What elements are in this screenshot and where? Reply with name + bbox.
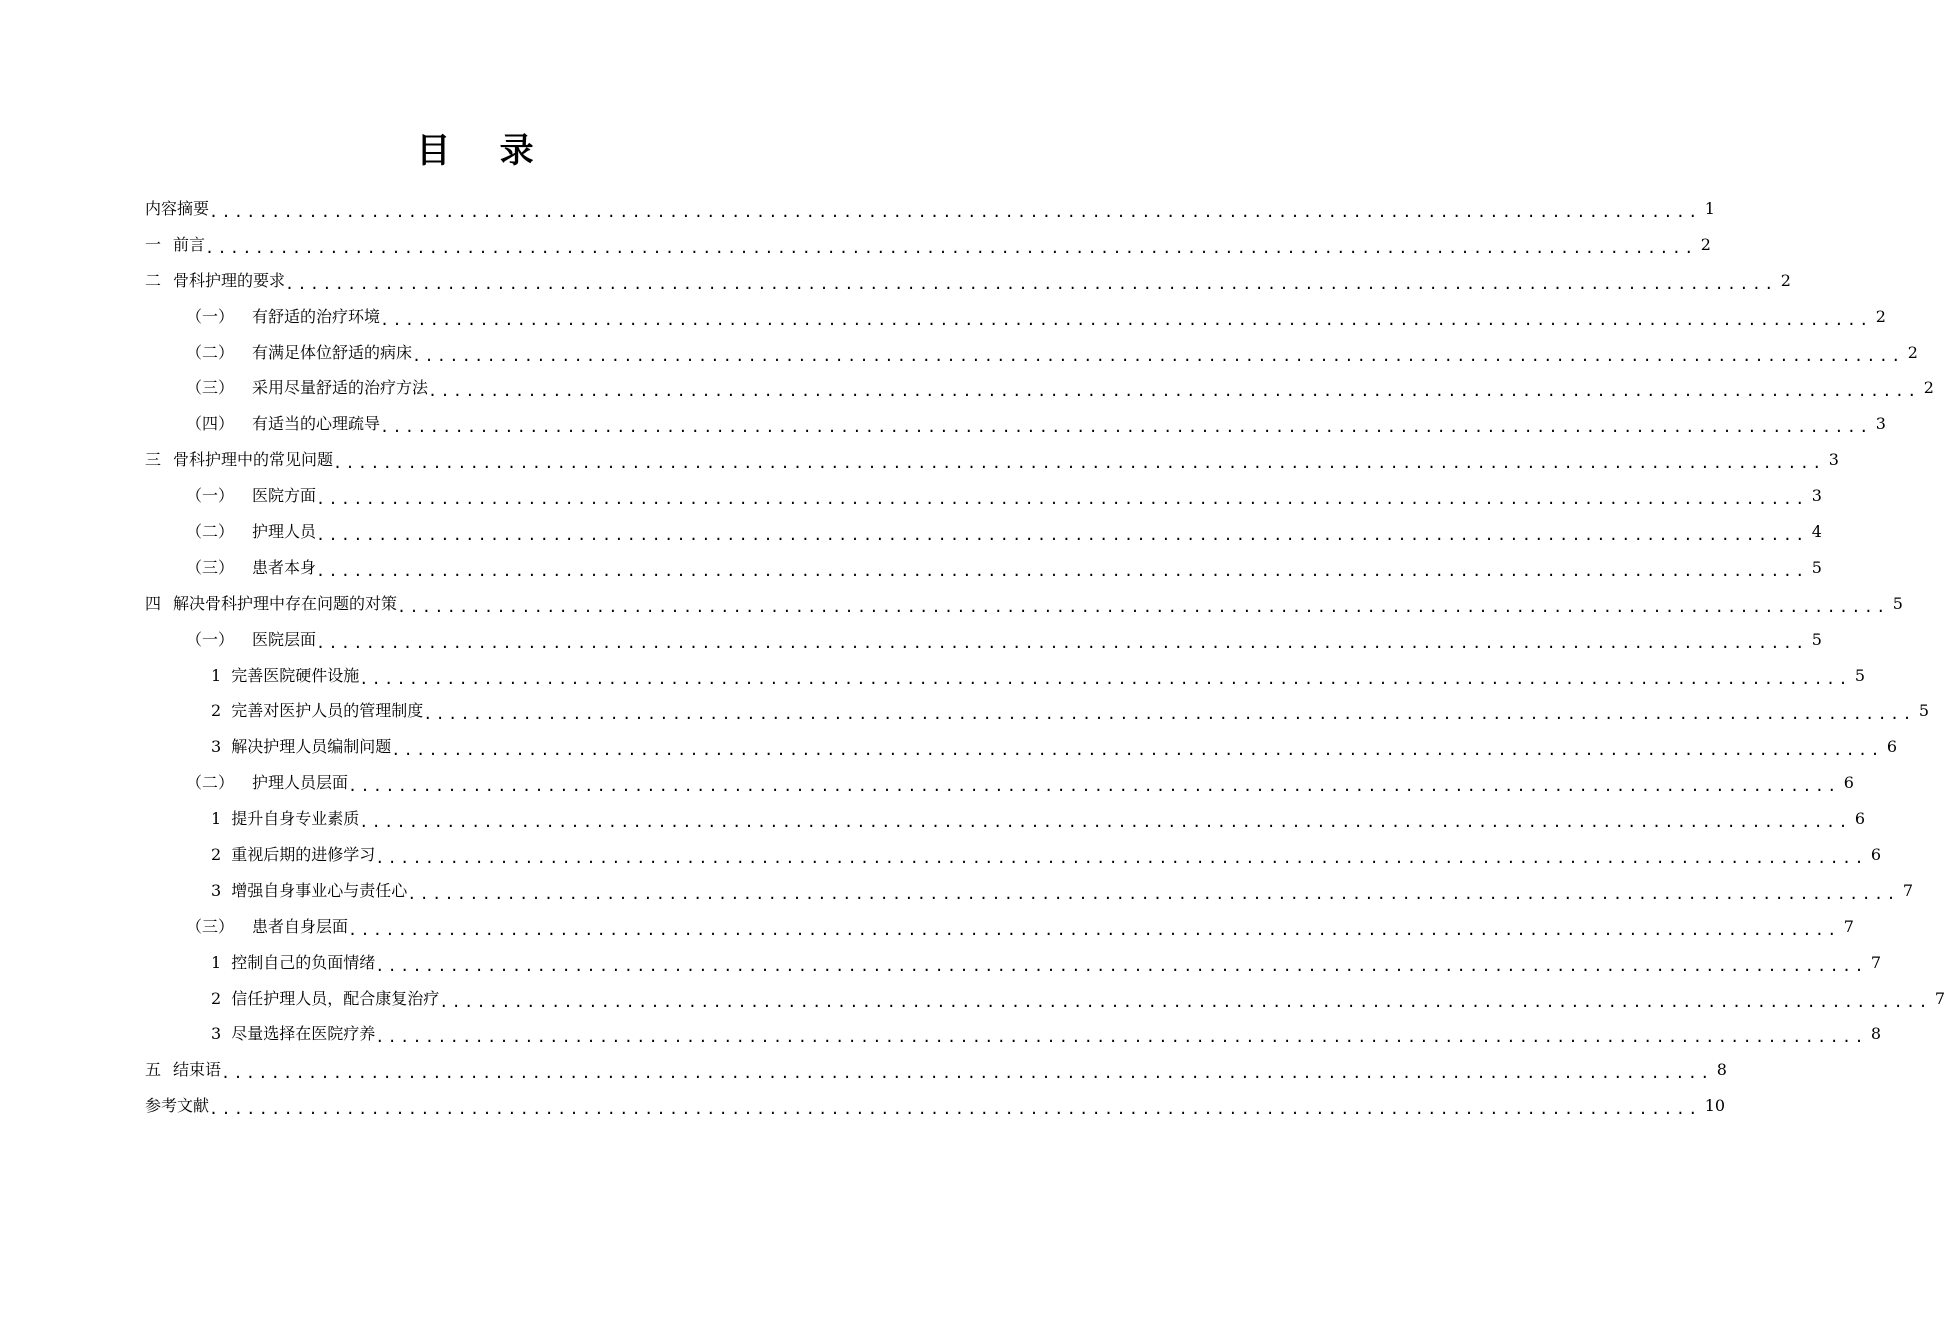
dot-leader: ........................................................................................................................ bbox=[407, 884, 1899, 903]
toc-entry-page: 2 bbox=[1923, 378, 1934, 398]
toc-entry-number: 1 bbox=[211, 809, 222, 829]
toc-entry-label: 医院层面 bbox=[252, 629, 317, 649]
toc-entry-label: 重视后期的进修学习 bbox=[231, 844, 376, 864]
toc-entry-number: （一） bbox=[186, 486, 235, 506]
toc-entry-label: 患者本身 bbox=[252, 557, 317, 577]
toc-entry-page: 8 bbox=[1870, 1024, 1882, 1044]
toc-entry bbox=[145, 1016, 1882, 1052]
toc-entry-page: 7 bbox=[1870, 952, 1882, 972]
toc-entry-page: 8 bbox=[1716, 1060, 1727, 1080]
toc-entry-number: 1 bbox=[211, 665, 222, 685]
toc-entry-page: 5 bbox=[1854, 665, 1866, 685]
dot-leader: ........................................................................................................................ bbox=[348, 920, 1840, 939]
toc-entry-number: 三 bbox=[145, 450, 162, 470]
toc-entry-number: （三） bbox=[186, 557, 235, 577]
toc-entry-page: 3 bbox=[1828, 450, 1839, 470]
toc-entry-number: （二） bbox=[186, 773, 235, 793]
toc-entry-label: 有满足体位舒适的病床 bbox=[252, 342, 413, 362]
dot-leader: ........................................................................................................................ bbox=[221, 1064, 1713, 1083]
toc-entry-page: 6 bbox=[1870, 844, 1882, 864]
toc-entry-page: 7 bbox=[1902, 880, 1914, 900]
toc-entry-page: 2 bbox=[1780, 270, 1791, 290]
toc-entry bbox=[145, 658, 1866, 694]
toc-entry-number: 3 bbox=[211, 737, 222, 757]
dot-leader: ........................................................................................................................ bbox=[316, 490, 1808, 509]
toc-entry-label: 信任护理人员，配合康复治疗 bbox=[231, 988, 440, 1008]
toc-entry-number: 四 bbox=[145, 593, 162, 613]
toc-title: 目 录 bbox=[416, 131, 553, 171]
toc-entry-label: 采用尽量舒适的治疗方法 bbox=[252, 378, 429, 398]
toc-entry bbox=[145, 837, 1882, 873]
toc-entry-page: 2 bbox=[1875, 306, 1886, 326]
dot-leader: ........................................................................................................................ bbox=[316, 561, 1808, 580]
toc-entry-label: 内容摘要 bbox=[145, 198, 210, 218]
toc-entry-label: 医院方面 bbox=[252, 486, 317, 506]
toc-entry-label: 护理人员 bbox=[252, 521, 317, 541]
dot-leader: ........................................................................................................................ bbox=[439, 992, 1931, 1011]
toc-entry-label: 护理人员层面 bbox=[252, 773, 349, 793]
toc-entry-number: 2 bbox=[211, 988, 222, 1008]
dot-leader: ........................................................................................................................ bbox=[423, 705, 1915, 724]
toc-entry-number: 3 bbox=[211, 1024, 222, 1044]
toc-entry bbox=[145, 299, 1886, 335]
toc-entry bbox=[145, 909, 1854, 945]
dot-leader: ........................................................................................................................ bbox=[359, 669, 1851, 688]
toc-entry bbox=[145, 801, 1866, 837]
toc-entry bbox=[145, 227, 1711, 263]
toc-entry bbox=[145, 622, 1822, 658]
dot-leader: ........................................................................................................................ bbox=[380, 310, 1872, 329]
toc-entry bbox=[145, 514, 1822, 550]
toc-entry-page: 3 bbox=[1811, 486, 1822, 506]
toc-entry-label: 尽量选择在医院疗养 bbox=[231, 1024, 376, 1044]
toc-list bbox=[145, 191, 1945, 1124]
toc-entry-label: 提升自身专业素质 bbox=[231, 809, 360, 829]
toc-entry bbox=[145, 729, 1898, 765]
toc-entry bbox=[145, 1052, 1727, 1088]
toc-entry-number: （二） bbox=[186, 342, 235, 362]
toc-entry-label: 增强自身事业心与责任心 bbox=[231, 880, 408, 900]
toc-entry-page: 2 bbox=[1907, 342, 1918, 362]
toc-entry-number: 1 bbox=[211, 952, 222, 972]
toc-entry-number: （三） bbox=[186, 916, 235, 936]
toc-entry-page: 5 bbox=[1892, 593, 1903, 613]
dot-leader: ........................................................................................................................ bbox=[412, 346, 1904, 365]
toc-entry-label: 前言 bbox=[173, 234, 206, 254]
dot-leader: ........................................................................................................................ bbox=[209, 202, 1701, 221]
toc-entry-label: 解决护理人员编制问题 bbox=[231, 737, 392, 757]
toc-entry bbox=[145, 263, 1791, 299]
toc-entry-number: 一 bbox=[145, 234, 162, 254]
dot-leader: ........................................................................................................................ bbox=[397, 597, 1889, 616]
toc-entry bbox=[145, 191, 1715, 227]
toc-entry-label: 参考文献 bbox=[145, 1096, 210, 1116]
toc-entry-label: 骨科护理的要求 bbox=[173, 270, 286, 290]
toc-entry bbox=[145, 335, 1918, 371]
toc-entry-label: 完善医院硬件设施 bbox=[231, 665, 360, 685]
toc-entry-number: （三） bbox=[186, 378, 235, 398]
toc-entry-number: （一） bbox=[186, 306, 235, 326]
toc-entry-label: 完善对医护人员的管理制度 bbox=[231, 701, 424, 721]
dot-leader: ........................................................................................................................ bbox=[285, 274, 1777, 293]
toc-entry-label: 有舒适的治疗环境 bbox=[252, 306, 381, 326]
toc-entry-page: 3 bbox=[1875, 414, 1886, 434]
dot-leader: ........................................................................................................................ bbox=[375, 956, 1867, 975]
toc-entry-label: 患者自身层面 bbox=[252, 916, 349, 936]
toc-entry bbox=[145, 586, 1903, 622]
dot-leader: ........................................................................................................................ bbox=[205, 238, 1697, 257]
toc-entry bbox=[145, 370, 1934, 406]
toc-entry-page: 5 bbox=[1811, 629, 1822, 649]
toc-entry bbox=[145, 765, 1854, 801]
toc-entry-label: 骨科护理中的常见问题 bbox=[173, 450, 334, 470]
dot-leader: ........................................................................................................................ bbox=[348, 777, 1840, 796]
toc-entry-page: 5 bbox=[1811, 557, 1822, 577]
dot-leader: ........................................................................................................................ bbox=[316, 633, 1808, 652]
toc-entry-label: 控制自己的负面情绪 bbox=[231, 952, 376, 972]
toc-entry bbox=[145, 442, 1839, 478]
toc-entry-label: 有适当的心理疏导 bbox=[252, 414, 381, 434]
toc-entry-page: 4 bbox=[1811, 521, 1822, 541]
toc-entry-label: 解决骨科护理中存在问题的对策 bbox=[173, 593, 398, 613]
toc-entry-page: 6 bbox=[1843, 773, 1854, 793]
toc-entry bbox=[145, 981, 1945, 1017]
toc-entry-number: （一） bbox=[186, 629, 235, 649]
dot-leader: ........................................................................................................................ bbox=[380, 418, 1872, 437]
toc-entry bbox=[145, 478, 1822, 514]
toc-entry-page: 7 bbox=[1843, 916, 1854, 936]
dot-leader: ........................................................................................................................ bbox=[333, 454, 1825, 473]
dot-leader: ........................................................................................................................ bbox=[428, 382, 1920, 401]
toc-entry-number: （四） bbox=[186, 414, 235, 434]
dot-leader: ........................................................................................................................ bbox=[375, 848, 1867, 867]
toc-entry bbox=[145, 693, 1930, 729]
toc-entry bbox=[145, 1088, 1726, 1124]
toc-entry bbox=[145, 873, 1914, 909]
toc-entry-page: 5 bbox=[1918, 701, 1930, 721]
toc-entry-page: 7 bbox=[1934, 988, 1945, 1008]
dot-leader: ........................................................................................................................ bbox=[209, 1100, 1701, 1119]
toc-entry-page: 10 bbox=[1704, 1096, 1726, 1116]
dot-leader: ........................................................................................................................ bbox=[359, 813, 1851, 832]
toc-entry bbox=[145, 406, 1886, 442]
toc-entry bbox=[145, 945, 1882, 981]
toc-entry-number: 2 bbox=[211, 844, 222, 864]
dot-leader: ........................................................................................................................ bbox=[316, 525, 1808, 544]
toc-entry-label: 结束语 bbox=[173, 1060, 222, 1080]
toc-entry-number: 二 bbox=[145, 270, 162, 290]
toc-entry-number: 3 bbox=[211, 880, 222, 900]
toc-entry bbox=[145, 550, 1822, 586]
toc-entry-page: 1 bbox=[1704, 198, 1715, 218]
dot-leader: ........................................................................................................................ bbox=[375, 1028, 1867, 1047]
toc-entry-number: 五 bbox=[145, 1060, 162, 1080]
dot-leader: ........................................................................................................................ bbox=[391, 741, 1883, 760]
toc-entry-page: 6 bbox=[1886, 737, 1898, 757]
toc-entry-number: （二） bbox=[186, 521, 235, 541]
toc-entry-page: 2 bbox=[1700, 234, 1711, 254]
toc-entry-number: 2 bbox=[211, 701, 222, 721]
toc-entry-page: 6 bbox=[1854, 809, 1866, 829]
